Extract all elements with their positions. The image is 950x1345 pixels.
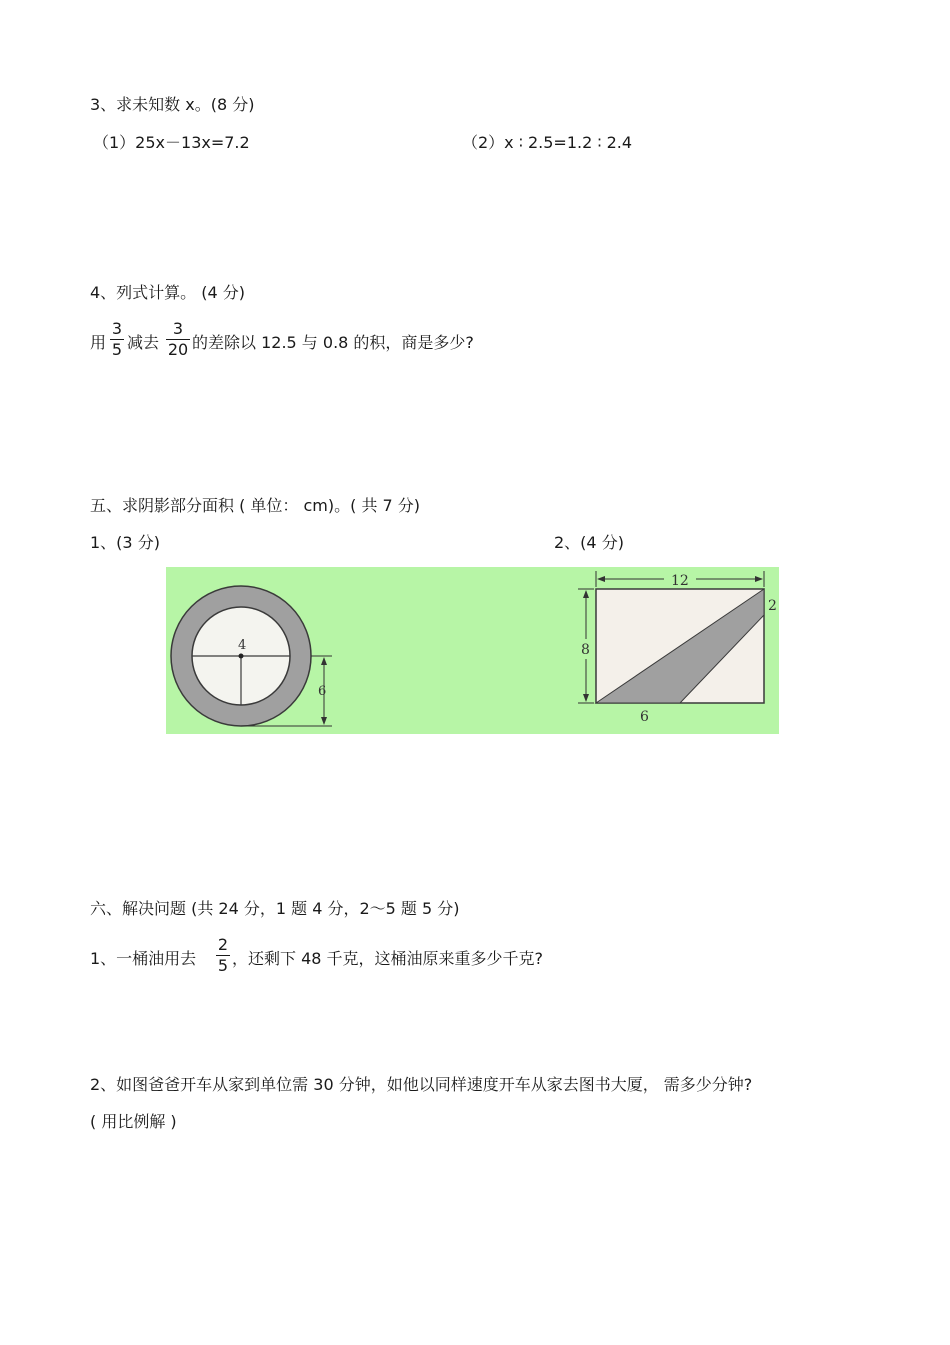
fraction-2-5 [216,936,230,975]
problem-6-2-line-1: 2、如图爸爸开车从家到单位需 30 分钟，如他以同样速度开车从家去图书大厦， 需多少分钟? [90,1075,753,1094]
section-3-heading: 3、求未知数 x。(8 分) [90,95,255,114]
fraction-numerator: 3 [111,319,123,338]
fraction-denominator: 5 [111,340,123,359]
left-arrow-up [583,590,589,598]
ring-figure [166,567,366,734]
rectangle-figure [572,567,779,734]
fraction-denominator: 20 [167,340,189,359]
left-label: 8 [581,642,590,658]
dimension-arrow-up [321,657,327,665]
section-6-heading: 六、解决问题 (共 24 分，1 题 4 分，2～5 题 5 分) [90,899,460,918]
problem-2-label: 2、(4 分) [554,533,624,552]
fraction-3-5 [110,320,124,359]
fraction-numerator: 2 [217,935,229,954]
expression-prefix: 用 [90,333,107,352]
fraction-3-20 [166,320,190,359]
expression-suffix: 的差除以 12.5 与 0.8 的积，商是多少? [192,333,474,352]
left-arrow-down [583,694,589,702]
section-5-heading: 五、求阴影部分面积 ( 单位： cm)。( 共 7 分) [90,496,421,515]
center-dot [239,654,244,659]
problem-6-2-line-2: ( 用比例解 ) [90,1112,177,1131]
fraction-denominator: 5 [217,956,229,975]
problem-6-1-prefix: 1、一桶油用去 [90,949,197,968]
top-arrow-left [597,576,605,582]
dimension-arrow-down [321,717,327,725]
radius-label: 6 [318,684,327,699]
right-label: 2 [768,598,777,614]
equation-2: （2）x ∶ 2.5=1.2 ∶ 2.4 [462,133,633,152]
fraction-numerator: 3 [172,319,184,338]
diameter-label: 4 [238,638,247,653]
problem-1-label: 1、(3 分) [90,533,160,552]
top-label: 12 [671,573,689,589]
section-4-heading: 4、列式计算。 (4 分) [90,283,246,302]
bottom-label: 6 [640,709,649,725]
top-arrow-right [755,576,763,582]
expression-mid: 减去 [127,333,160,352]
problem-6-1-suffix: ，还剩下 48 千克，这桶油原来重多少千克? [232,949,544,968]
equation-1: （1）25x－13x=7.2 [93,133,250,152]
